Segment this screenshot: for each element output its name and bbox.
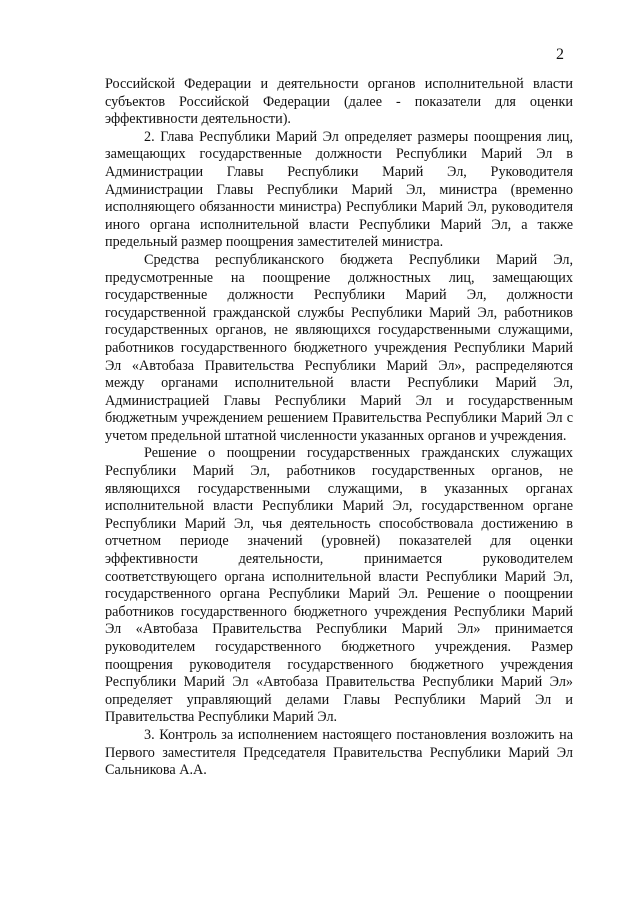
paragraph-incentive-decision: Решение о поощрении государственных гражданских служащих Республики Марий Эл, работников государственных органов, не являющихся государственными служащими, в указанных органах исполнительной власти Республики Марий Эл, государственном органе Республики Марий Эл, чья деятельность способствовала достижению в отчетном периоде значений (уровней) показателей для оценки эффективности деятельности, принимается руководителем соответствующего органа исполнительной власти Республики Марий Эл, государственного органа Республики Марий Эл. Решение о поощрении работников государственного бюджетного учреждения Республики Марий Эл «Автобаза Правительства Республики Марий Эл» принимается руководителем государственного бюджетного учреждения. Размер поощрения руководителя государственного бюджетного учреждения Республики Марий Эл «Автобаза Правительства Республики Марий Эл» определяет управляющий делами Главы Республики Марий Эл и Правительства Республики Марий Эл.: [105, 445, 573, 726]
document-body: [105, 76, 573, 780]
paragraph-budget-funds: Средства республиканского бюджета Республики Марий Эл, предусмотренные на поощрение должностных лиц, замещающих государственные должности Республики Марий Эл, должности государственной гражданской службы Республики Марий Эл, работников государственных органов, не являющихся государственными служащими, работников государственного бюджетного учреждения Республики Марий Эл «Автобаза Правительства Республики Марий Эл», распределяются между органами исполнительной власти Республики Марий Эл, Администрацией Главы Республики Марий Эл и государственным бюджетным учреждением решением Правительства Республики Марий Эл с учетом предельной штатной численности указанных органов и учреждения.: [105, 251, 573, 444]
page-number: 2: [556, 46, 564, 63]
paragraph-item-2: 2. Глава Республики Марий Эл определяет размеры поощрения лиц, замещающих государственные должности Республики Марий Эл в Администрации Главы Республики Марий Эл, Руководителя Администрации Главы Республики Марий Эл, министра (временно исполняющего обязанности министра) Республики Марий Эл, руководителя иного органа исполнительной власти Республики Марий Эл, а также предельный размер поощрения заместителей министра.: [105, 128, 573, 251]
paragraph-item-3-control: 3. Контроль за исполнением настоящего постановления возложить на Первого заместителя Председателя Правительства Республики Марий Эл Сальникова А.А.: [105, 726, 573, 779]
paragraph-continuation: Российской Федерации и деятельности органов исполнительной власти субъектов Российской Федерации (далее - показатели для оценки эффективности деятельности).: [105, 76, 573, 128]
